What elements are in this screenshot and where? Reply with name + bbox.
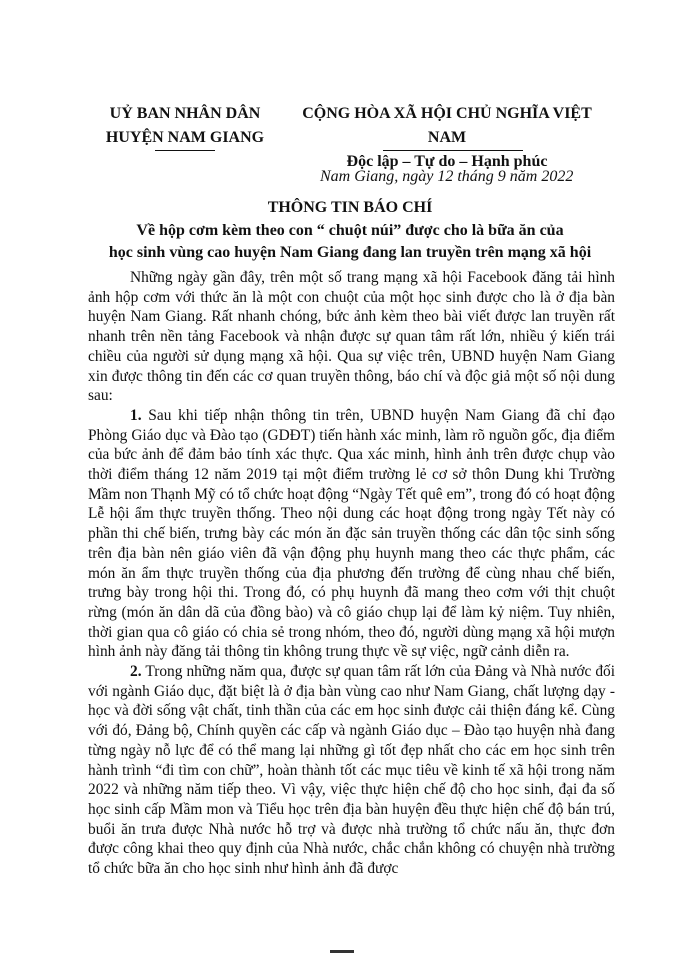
paragraph-1-text: Sau khi tiếp nhận thông tin trên, UBND huyện Nam Giang đã chỉ đạo Phòng Giáo dục và Đào tạo (GDĐT) tiến hành xác minh, làm rõ nguồn gốc, địa điểm của bức ảnh để đảm bảo tính xác thực. Qua xác minh, hình ảnh trên được chụp vào thời điểm tháng 12 năm 2019 tại một điểm trường lẻ cơ sở thôn Dung khi Trường Mầm non Thạnh Mỹ có tổ chức hoạt động “Ngày Tết quê em”, trong đó có hoạt động Lễ hội ẩm thực truyền thống. Theo nội dung các hoạt động trong ngày Tết này có phần thi chế biến, trưng bày các món ăn đặc sản truyền thống các dân tộc sinh sống trên địa bàn nên giáo viên đã vận động phụ huynh mang theo các thực phẩm, các món ăn ẩm thực truyền thống của địa phương đến trường để cùng nhau chế biến, trưng bày trong hội thi. Trong đó, có phụ huynh đã mang theo cơm với thịt chuột rừng (món ăn dân dã của đồng bào) và cô giáo chụp lại để làm kỷ niệm. Tuy nhiên, thời gian qua cô giáo có chia sẻ trong nhóm, theo đó, người dùng mạng xã hội mượn hình ảnh này đăng tải thông tin không trung thực về sự việc, ngữ cảnh diễn ra. [88,406,615,661]
paragraph-1-number: 1. [130,406,142,424]
subtitle-line-1: Về hộp cơm kèm theo con “ chuột núi” được cho là bữa ăn của [136,222,564,239]
issuer-block [95,102,275,150]
paragraph-2-text: Trong những năm qua, được sự quan tâm rất lớn của Đảng và Nhà nước đối với ngành Giáo dục, đặt biệt là ở địa bàn vùng cao như Nam Giang, chất lượng dạy - học và đời sống vật chất, tinh thần của các em học sinh được cải thiện đáng kể. Cùng với đó, Đảng bộ, Chính quyền các cấp và ngành Giáo dục – Đào tạo huyện nhà đang từng ngày nỗ lực để có thể mang lại những gì tốt đẹp nhất cho các em học sinh trên hành trình “đi tìm con chữ”, hoàn thành tốt các mục tiêu về kinh tế xã hội trong năm 2022 và những năm tiếp theo. Vì vậy, việc thực hiện chế độ cho học sinh, đại đa số học sinh cấp Mầm mon và Tiểu học trên địa bàn huyện đều thực hiện chế độ bán trú, buổi ăn trưa được Nhà nước hỗ trợ và được nhà trường tổ chức nấu ăn, thực đơn được công khai theo quy định của Nhà nước, chắc chắn không có chuyện nhà trường tổ chức bữa ăn cho học sinh như hình ảnh đã được [88,663,616,878]
paragraph-1 [88,406,615,662]
page-number-mark [330,950,354,953]
issuer-underline [155,150,215,151]
document-subtitle [70,220,630,264]
document-body [88,268,615,879]
paragraph-2-number: 2. [130,663,142,681]
dateline: Nam Giang, ngày 12 tháng 9 năm 2022 [320,168,574,185]
issuer-line-2: HUYỆN NAM GIANG [105,129,265,146]
intro-paragraph: Những ngày gần đây, trên một số trang mạng xã hội Facebook đăng tải hình ảnh hộp cơm với thức ăn là một con chuột của một học sinh được cho là ở địa bàn huyện Nam Giang. Rất nhanh chóng, bức ảnh kèm theo bài viết được lan truyền rất nhanh trên nền tảng Facebook và nhận được sự quan tâm rất lớn, nhiều ý kiến trái chiều của người sử dụng mạng xã hội. Qua sự việc trên, UBND huyện Nam Giang xin được thông tin đến các cơ quan truyền thông, báo chí và độc giả một số nội dung sau: [88,269,615,405]
national-motto: Độc lập – Tự do – Hạnh phúc [346,153,548,170]
document-title: THÔNG TIN BÁO CHÍ [267,199,433,216]
subtitle-line-2: học sinh vùng cao huyện Nam Giang đang lan truyền trên mạng xã hội [108,244,592,261]
paragraph-2 [88,662,615,879]
issuer-line-1: UỶ BAN NHÂN DÂN [109,105,261,122]
motto-underline [383,150,523,151]
national-header [282,102,612,174]
national-title: CỘNG HÒA XÃ HỘI CHỦ NGHĨA VIỆT NAM [302,105,592,146]
